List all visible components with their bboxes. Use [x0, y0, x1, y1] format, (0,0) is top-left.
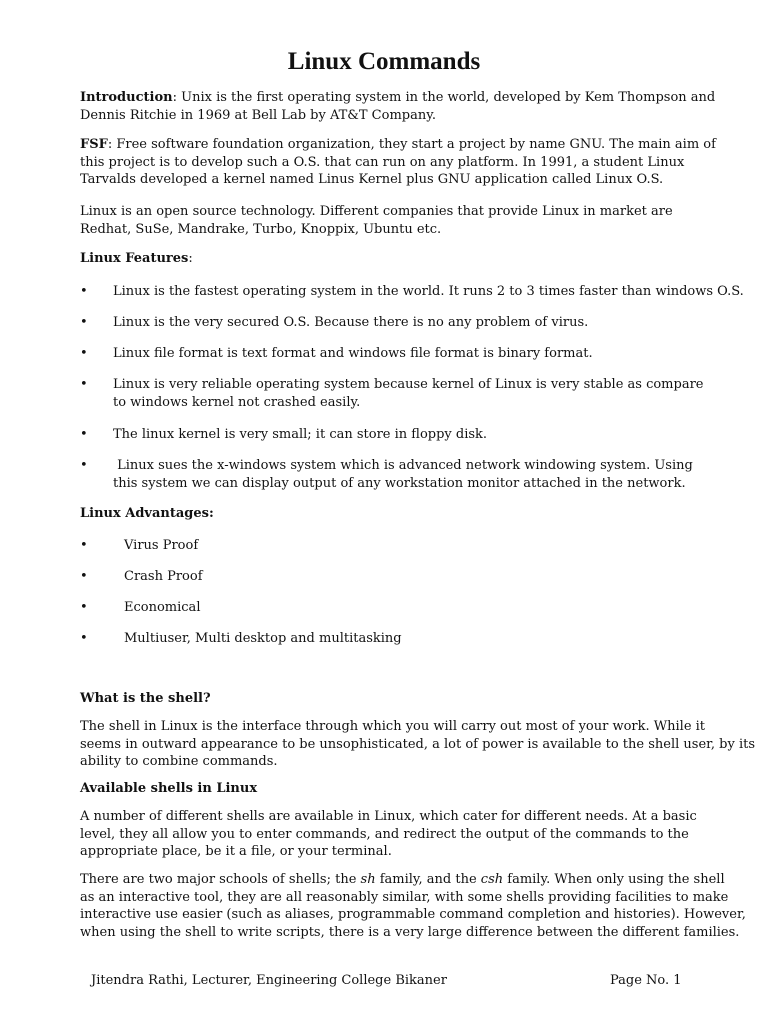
feature-item-text: Linux is the fastest operating system in the world. It runs 2 to 3 times faster than windows O.S. [113, 284, 744, 299]
intro-text-1: Unix is the first operating system in the world, developed by Kem Thompson and [176, 90, 716, 105]
available-paragraph [80, 808, 704, 861]
fsf-line-3: Tarvalds developed a kernel named Linus Kernel plus GNU application called Linux O.S. [80, 172, 664, 187]
advantage-item [0, 599, 768, 617]
intro-line-1 [80, 89, 716, 107]
advantages-heading: Linux Advantages: [80, 506, 214, 521]
advantage-item-text: Multiuser, Multi desktop and multitasking [124, 631, 402, 646]
feature-item [0, 314, 768, 332]
feature-item [0, 283, 768, 301]
sh-term: sh [360, 872, 376, 887]
fsf-line-1 [80, 136, 716, 154]
bullet-icon: • [80, 377, 88, 392]
bullet-icon: • [80, 631, 88, 646]
open-source-line-2: Redhat, SuSe, Mandrake, Turbo, Knoppix, Ubuntu etc. [80, 221, 442, 237]
shell-line-2: seems in outward appearance to be unsophisticated, a lot of power is available to the shell user, by its [80, 736, 756, 752]
feature-item-text: this system we can display output of any workstation monitor attached in the network. [113, 475, 686, 491]
shell-heading: What is the shell? [80, 691, 211, 706]
feature-item [0, 376, 768, 412]
bullet-icon: • [80, 315, 88, 330]
schools-line-3: interactive use easier (such as aliases, programmable command completion and histories). However, [80, 907, 746, 922]
intro-paragraph [80, 89, 716, 124]
available-line-2: level, they all allow you to enter commands, and redirect the output of the commands to the [80, 826, 689, 842]
available-heading: Available shells in Linux [80, 781, 258, 796]
advantage-item-text: Virus Proof [124, 538, 199, 553]
features-heading: Linux Features: [80, 251, 193, 266]
available-line-3: appropriate place, be it a file, or your terminal. [80, 844, 392, 859]
advantage-item [0, 568, 768, 586]
schools-paragraph [80, 871, 746, 941]
intro-sep: : [172, 90, 177, 105]
bullet-icon: • [80, 427, 88, 442]
feature-item-text: to windows kernel not crashed easily. [113, 394, 361, 410]
feature-item-text: Linux file format is text format and windows file format is binary format. [113, 346, 593, 361]
bullet-icon: • [80, 538, 88, 553]
shell-line-1: The shell in Linux is the interface through which you will carry out most of your work. While it [80, 719, 706, 734]
feature-item [0, 426, 768, 444]
fsf-sep: : [107, 137, 113, 152]
feature-item-text: Linux is the very secured O.S. Because there is no any problem of virus. [113, 315, 589, 330]
schools-line-1: There are two major schools of shells; the sh family, and the csh family. When only using the shell [80, 872, 725, 887]
feature-item-text: Linux sues the x-windows system which is advanced network windowing system. Using [113, 458, 693, 473]
feature-item-text: The linux kernel is very small; it can store in floppy disk. [113, 427, 488, 442]
fsf-paragraph [80, 136, 716, 189]
bullet-icon: • [80, 569, 88, 584]
fsf-label: FSF [80, 137, 108, 152]
feature-item [0, 345, 768, 363]
csh-term: csh [480, 872, 504, 887]
schools-line-4: when using the shell to write scripts, there is a very large difference between the different families. [80, 924, 740, 940]
open-source-paragraph [80, 203, 704, 238]
open-source-line-1: Linux is an open source technology. Different companies that provide Linux in market are [80, 204, 673, 219]
advantage-item-text: Crash Proof [124, 569, 203, 584]
bullet-icon: • [80, 600, 88, 615]
footer-author: Jitendra Rathi, Lecturer, Engineering College Bikaner [91, 973, 447, 988]
intro-label: Introduction [80, 90, 173, 105]
footer-page-number: Page No. 1 [610, 973, 682, 988]
feature-item-text: Linux is very reliable operating system because kernel of Linux is very stable as compare [113, 377, 704, 392]
features-heading-sep: : [188, 251, 193, 266]
fsf-line-2: this project is to develop such a O.S. that can run on any platform. In 1991, a student Linux [80, 154, 685, 170]
advantage-item-text: Economical [124, 600, 201, 615]
shell-paragraph [80, 718, 756, 771]
bullet-icon: • [80, 346, 88, 361]
fsf-text-1: Free software foundation organization, they start a project by name GNU. The main aim of [112, 137, 716, 152]
schools-line-2: as an interactive tool, they are all reasonably similar, with some shells providing facilities to make [80, 889, 729, 905]
feature-item [0, 457, 768, 493]
bullet-icon: • [80, 284, 88, 299]
bullet-icon: • [80, 458, 88, 473]
document-title: Linux Commands [287, 48, 481, 75]
advantage-item [0, 630, 768, 648]
available-line-1: A number of different shells are available in Linux, which cater for different needs. At a basic [80, 809, 697, 824]
intro-line-2: Dennis Ritchie in 1969 at Bell Lab by AT&T Company. [80, 107, 436, 123]
advantage-item [0, 537, 768, 555]
shell-line-3: ability to combine commands. [80, 754, 278, 769]
